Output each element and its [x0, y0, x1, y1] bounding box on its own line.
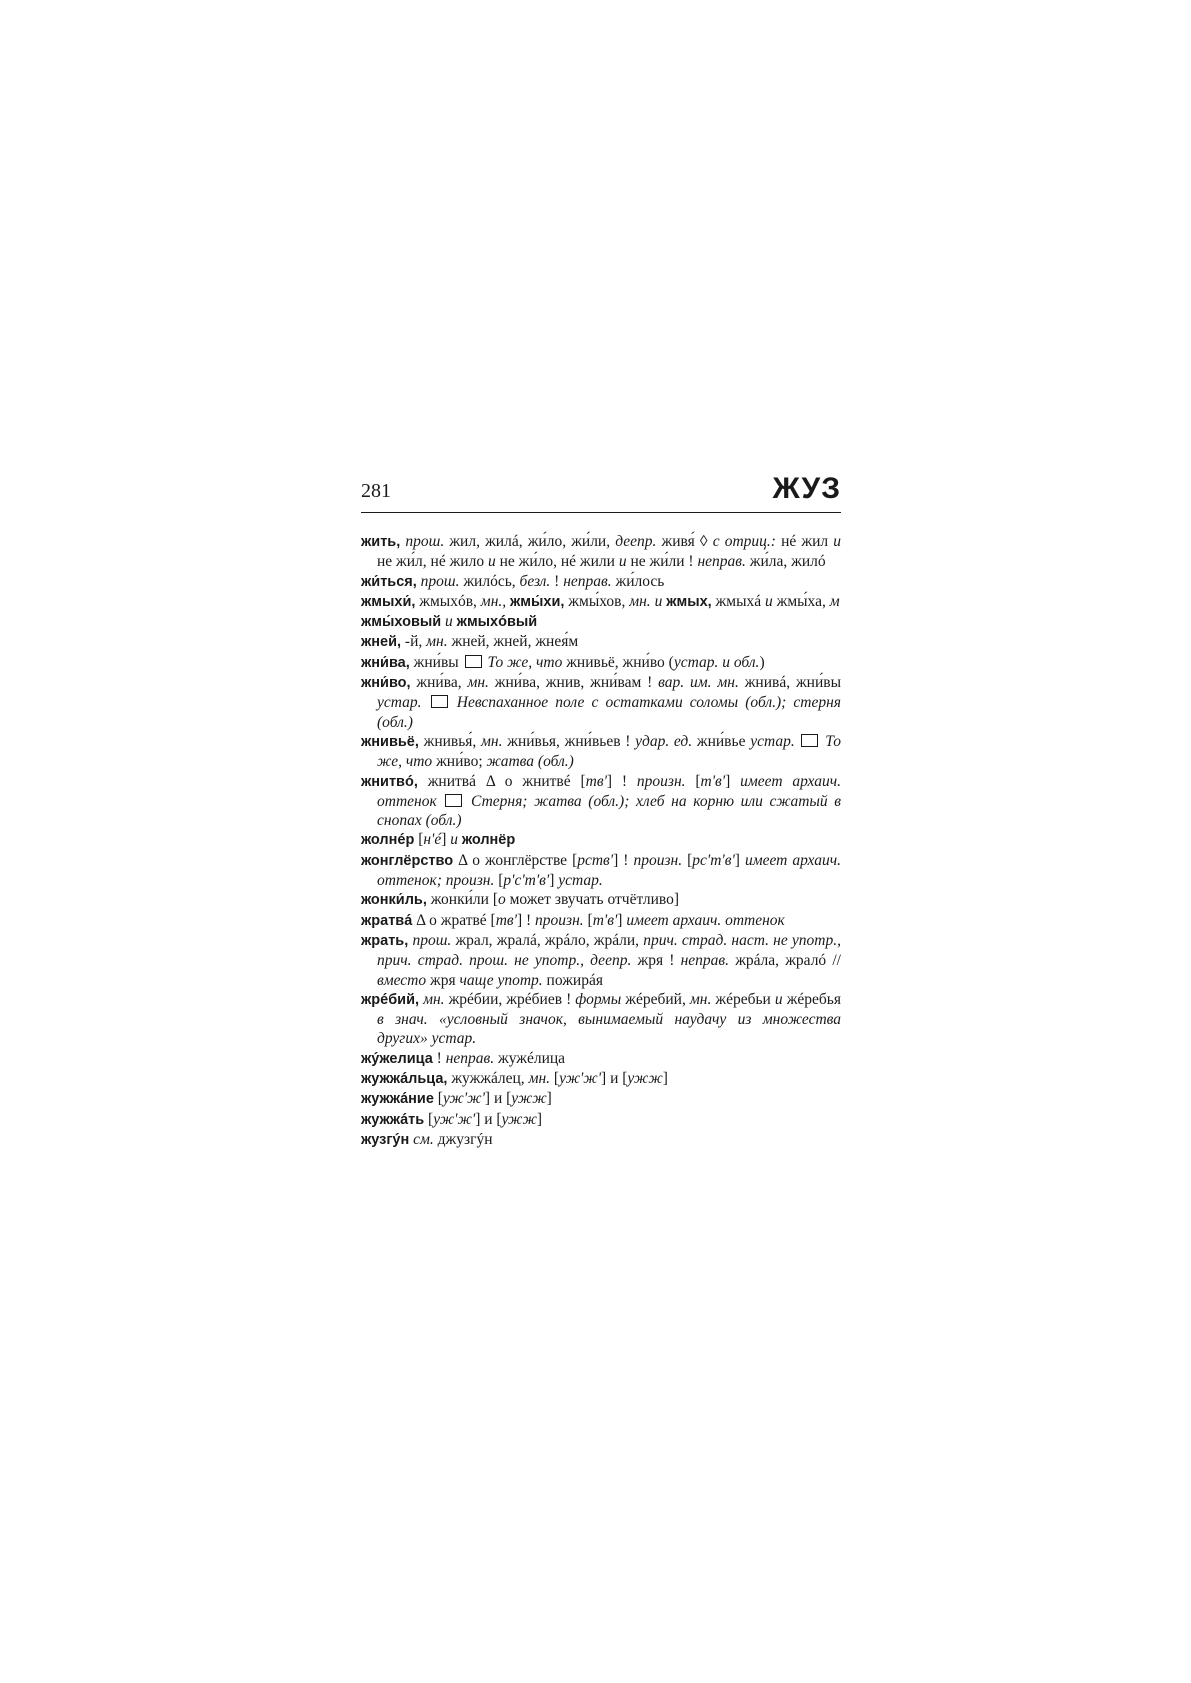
dictionary-entry	[361, 931, 841, 990]
entry-label: и	[764, 592, 773, 610]
entry-text: жнивьё, жни́во (	[562, 653, 674, 671]
entry-text: [	[414, 831, 424, 849]
entry-headword: жолнéр	[361, 832, 415, 849]
entry-label: неправ.	[563, 572, 612, 590]
entry-text: -й,	[401, 633, 427, 651]
entry-label: мн.	[689, 990, 712, 1008]
dictionary-entry	[361, 1110, 841, 1130]
entry-text: ]	[734, 851, 745, 869]
entry-text: ]	[536, 1110, 543, 1128]
entry-label: произн.	[636, 772, 686, 790]
entry-text: ] !	[606, 772, 637, 790]
entry-headword: жонглёрство	[361, 852, 454, 869]
dictionary-entry	[361, 632, 841, 652]
entry-text: жрáла, жралó //	[729, 952, 841, 970]
entry-text: ]	[617, 911, 627, 929]
dictionary-entry	[361, 911, 841, 931]
entry-label: устар. и обл.	[673, 653, 760, 671]
entry-text: ] и [	[601, 1070, 628, 1088]
entry-text: жилóсь,	[459, 572, 520, 590]
entry-text: пожирáя	[542, 971, 603, 989]
dictionary-entry	[361, 990, 841, 1049]
entry-label: удар. ед.	[635, 732, 693, 750]
entry-headword: жмых,	[666, 593, 712, 610]
entry-text: жря	[426, 971, 460, 989]
entry-label: имеет архаич. оттенок; произн.	[377, 851, 842, 890]
entry-label: мн.	[528, 1070, 551, 1088]
dictionary-entry	[361, 1049, 841, 1069]
entry-text: жнивья́,	[418, 732, 482, 750]
entry-label: вар. им. мн.	[658, 674, 739, 692]
entry-label: неправ.	[445, 1049, 495, 1067]
entry-text: жи́ла, жилó	[745, 553, 826, 571]
entry-text: не жи́ли !	[626, 553, 698, 571]
entry-label: Стерня; жатва (обл.); хлеб на корню или сжатый в снопах (обл.)	[377, 792, 842, 830]
entry-headword: жýжелица	[361, 1050, 433, 1067]
entry-headword: жрéбий,	[361, 991, 420, 1008]
entry-text: жмы́ха,	[772, 592, 830, 610]
entry-label: мн.,	[480, 592, 507, 610]
dictionary-entries	[361, 532, 841, 1150]
entry-label: и	[450, 831, 459, 849]
entry-label: произн.	[633, 851, 683, 869]
entry-label: мн.	[467, 674, 489, 692]
entry-text: жнитвá Δ о жнитвé [	[417, 772, 586, 790]
entry-label: уж'ж'	[559, 1070, 602, 1088]
entry-label: рств'	[577, 851, 614, 869]
entry-text	[437, 793, 444, 810]
dictionary-entry	[361, 532, 841, 572]
entry-text: [	[433, 1090, 443, 1108]
entry-label: жатва (обл.)	[486, 753, 574, 771]
entry-text: !	[432, 1049, 446, 1067]
entry-label: в знач.	[377, 1011, 428, 1029]
entry-text: жéребьи	[711, 990, 775, 1008]
page-number: 281	[361, 480, 391, 502]
entry-label: мн.	[426, 633, 448, 651]
entry-text: ]	[725, 772, 741, 790]
definition-box-icon	[465, 655, 482, 668]
entry-label: устар.	[558, 872, 603, 890]
entry-text: ] !	[516, 911, 536, 929]
entry-text: жря !	[631, 952, 681, 970]
entry-headword: жонки́ль,	[361, 892, 427, 909]
entry-label: и	[833, 533, 841, 550]
entry-label: ужж	[627, 1070, 663, 1088]
dictionary-entry	[361, 851, 841, 891]
entry-text: ]	[441, 831, 451, 849]
dictionary-entry	[361, 653, 841, 673]
entry-text	[422, 694, 429, 711]
entry-label: мн.	[423, 990, 445, 1008]
entry-label: устар.	[750, 732, 795, 750]
entry-label: То же, что	[377, 732, 841, 771]
entry-label: тв'	[495, 911, 517, 929]
entry-text: [	[494, 872, 504, 890]
entry-text: жней, жней, жнея́м	[447, 633, 579, 651]
entry-label: «условный значок, вынимаемый наудачу из множества других» устар.	[377, 1011, 842, 1048]
entry-text: жи́лось	[611, 572, 665, 590]
entry-label: с отриц.:	[712, 533, 776, 550]
entry-label: м	[829, 592, 840, 610]
entry-text: !	[550, 572, 564, 590]
entry-text: жрéбии, жрéбиев !	[444, 990, 576, 1008]
entry-label: устар.	[377, 694, 422, 712]
entry-headword: жмы́хи,	[510, 593, 565, 610]
running-head: ЖУЗ	[772, 472, 841, 505]
entry-text: не жи́ло, нé жили	[495, 553, 619, 571]
dictionary-entry	[361, 890, 841, 910]
entry-headword: жи́ться,	[361, 573, 417, 590]
entry-label: и	[618, 553, 627, 571]
entry-headword: жратвá	[361, 912, 413, 929]
entry-label: вместо	[377, 971, 427, 989]
entry-label: уж'ж'	[442, 1090, 485, 1108]
entry-text: ]	[546, 1090, 552, 1108]
entry-headword: жмы́ховый	[361, 614, 442, 631]
entry-text: жéребья	[782, 990, 842, 1008]
dictionary-entry	[361, 772, 841, 831]
entry-text: [	[583, 911, 593, 929]
entry-label: тв'	[585, 772, 607, 790]
entry-headword: жни́во,	[361, 675, 411, 692]
entry-text	[450, 694, 457, 711]
entry-headword: жужжáние	[361, 1091, 434, 1108]
entry-text: жни́во;	[432, 753, 487, 771]
entry-text: ]	[662, 1070, 668, 1088]
entry-headword: жмыхи́,	[361, 593, 416, 610]
entry-text: жмыхóв,	[415, 592, 481, 610]
dictionary-entry	[361, 830, 841, 850]
entry-label: прич. страд. наст. не употр., прич. страд. прош. не употр., деепр.	[377, 931, 842, 970]
entry-label: уж'ж'	[433, 1110, 476, 1128]
entry-text: [	[685, 772, 701, 790]
entry-label: безл.	[519, 572, 551, 590]
entry-label: имеет архаич. оттенок	[377, 772, 841, 810]
dictionary-entry	[361, 1089, 841, 1109]
entry-headword: жузгýн	[361, 1131, 410, 1148]
dictionary-entry	[361, 612, 841, 632]
entry-text: жонки́ли [	[426, 891, 498, 909]
entry-label: неправ.	[697, 553, 746, 571]
entry-label: неправ.	[680, 952, 730, 970]
entry-label: т'в'	[700, 772, 726, 790]
entry-text: )	[759, 653, 765, 671]
entry-text: жрал, жралá, жрáло, жрáли,	[451, 931, 644, 949]
entry-label: мн.	[629, 592, 651, 610]
definition-box-icon	[801, 734, 818, 747]
entry-text: Δ о жонглёрстве [	[453, 851, 578, 869]
entry-text: жмыхá	[711, 592, 765, 610]
entry-headword: жрать,	[361, 932, 409, 949]
entry-text: не жи́л, нé жило	[377, 553, 488, 571]
entry-label: прош.	[412, 931, 452, 949]
entry-text	[428, 1011, 439, 1028]
entry-text: нé жил	[775, 533, 834, 550]
entry-text: [	[424, 1110, 434, 1128]
entry-text: может звучать отчётливо]	[505, 891, 680, 909]
entry-headword: жужжáть	[361, 1111, 425, 1128]
dictionary-entry	[361, 592, 841, 612]
entry-headword: жить,	[361, 534, 401, 550]
entry-label: мн.	[481, 732, 503, 750]
entry-label: Невспаханное поле с остатками соломы (обл.); стерня (обл.)	[377, 694, 842, 731]
entry-label: имеет архаич. оттенок	[626, 911, 785, 929]
entry-label: р'с'т'в'	[503, 872, 550, 890]
dictionary-entry	[361, 673, 841, 732]
entry-text: жни́ва, жнив, жни́вам !	[488, 674, 659, 692]
entry-text: [	[550, 1070, 560, 1088]
definition-box-icon	[431, 695, 448, 708]
entry-text: живя́ ◊	[656, 533, 713, 550]
entry-label: и	[774, 990, 783, 1008]
entry-label: То же, что	[487, 653, 563, 671]
entry-text: жéребий,	[621, 990, 690, 1008]
entry-text: ]	[549, 872, 559, 890]
entry-label: произн.	[535, 911, 584, 929]
entry-label: и	[445, 613, 453, 631]
entry-text: Δ о жратвé [	[412, 911, 496, 929]
definition-box-icon	[445, 794, 462, 807]
entry-label: и	[654, 592, 663, 610]
entry-text	[795, 733, 800, 750]
entry-text: жил, жилá, жи́ло, жи́ли,	[444, 533, 616, 550]
entry-text: жмы́хов,	[564, 592, 630, 610]
entry-label: и	[487, 553, 496, 571]
entry-label: т'в'	[592, 911, 618, 929]
entry-text: [	[682, 851, 693, 869]
entry-text: жни́ва,	[410, 674, 468, 692]
entry-label: формы	[575, 990, 622, 1008]
entry-label: ужж	[511, 1090, 547, 1108]
entry-text: джузгýн	[433, 1130, 493, 1148]
entry-label: о	[498, 891, 506, 909]
dictionary-entry	[361, 572, 841, 592]
entry-headword: жужжáльца,	[361, 1071, 448, 1088]
entry-label: ужж	[501, 1110, 537, 1128]
entry-text: жни́вы	[409, 653, 463, 671]
entry-text: жужéлица	[494, 1049, 566, 1067]
entry-label: прош.	[405, 533, 445, 550]
dictionary-entry	[361, 732, 841, 772]
entry-label: рс'т'в'	[692, 851, 735, 869]
entry-label: деепр.	[615, 533, 657, 550]
entry-headword: жнивьё,	[361, 733, 419, 750]
entry-label: чаще употр.	[459, 971, 543, 989]
entry-text: ] !	[613, 851, 634, 869]
entry-text: жни́вья, жни́вьев !	[502, 732, 636, 750]
entry-label: прош.	[420, 572, 460, 590]
page-header	[361, 472, 841, 513]
entry-text: жнивá, жни́вы	[738, 674, 841, 692]
entry-label: н'é	[423, 831, 442, 849]
entry-headword: жмыхóвый	[456, 614, 538, 631]
entry-headword: жолнёр	[461, 832, 516, 849]
entry-text: ] и [	[484, 1090, 512, 1108]
entry-headword: жней,	[361, 634, 402, 651]
dictionary-entry	[361, 1130, 841, 1150]
dictionary-entry	[361, 1069, 841, 1089]
entry-text: жужжáлец,	[447, 1070, 529, 1088]
entry-text: жни́вье	[692, 732, 751, 750]
entry-label: см.	[413, 1130, 434, 1148]
entry-headword: жни́ва,	[361, 654, 410, 671]
entry-headword: жнитвó,	[361, 773, 418, 790]
entry-text: ] и [	[475, 1110, 502, 1128]
